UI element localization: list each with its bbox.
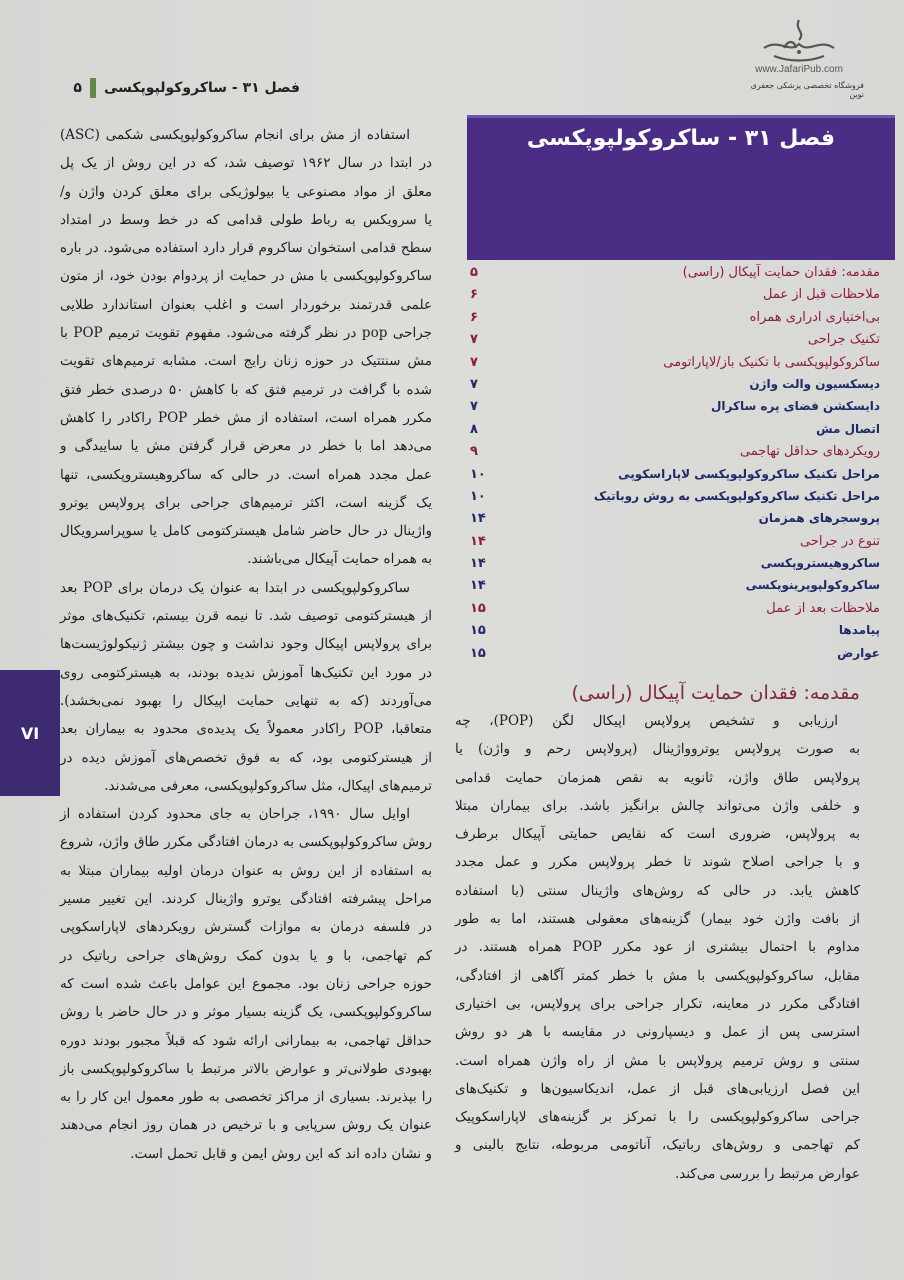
- text-line: جراحی ساکروکولپوپکسی را با تمرکز بر گزینه‌های لاپاراسکوپیک: [455, 1109, 860, 1126]
- toc-entry-label: تنوع در جراحی: [799, 533, 880, 549]
- toc-entry-page: ۵: [470, 265, 478, 280]
- text-line: علمی قدرتمند برخوردار است و اغلب بعنوان استاندارد طلایی: [60, 296, 432, 313]
- toc-entry: [470, 399, 880, 421]
- paragraph: [455, 707, 860, 1188]
- toc-entry: [470, 489, 880, 511]
- toc-entry: [470, 534, 880, 556]
- text-line: ترمیم‌های اپیکال، مثل ساکروکولپوپکسی، معرفی می‌شدند.: [104, 777, 432, 794]
- publisher-shop-name: فروشگاه تخصصی پزشکی جعفری نوین: [750, 81, 864, 99]
- chapter-title: فصل ۳۱ - ساکروکولپوپکسی: [526, 126, 835, 151]
- page-number: ۵: [73, 80, 82, 96]
- toc-entry-page: ۶: [470, 287, 478, 303]
- section-heading: مقدمه: فقدان حمایت آپیکال (راسی): [571, 682, 860, 704]
- toc-entry-label: تکنیک جراحی: [807, 332, 880, 348]
- toc-entry: [470, 332, 880, 354]
- text-line: از بافت واژن خود بیمار) گزینه‌های معقولی هستند، اما به طور: [455, 911, 860, 928]
- toc-entry: [470, 444, 880, 466]
- text-line: مکرر همراه است، استفاده از مش خطر POP راکادر را کاهش: [60, 409, 432, 426]
- toc-entry-page: ۱۵: [470, 623, 486, 639]
- text-line: به صورت پرولاپس یوترو‌واژینال (پرولاپس رحم و واژن) یا: [455, 741, 860, 758]
- text-line: عنوان یک روش سرپایی و با ترخیص در همان روز انجام می‌دهند: [60, 1117, 432, 1134]
- text-line: سطح قدامی استخوان ساکروم قرار دارد استفاده می‌شود. در باره: [60, 240, 432, 257]
- text-line: ساکروکولپوپکسی با مش در حمایت از پردوام بودن خود، از متون: [60, 268, 432, 285]
- toc-entry-page: ۱۵: [470, 645, 486, 661]
- toc-entry-label: بی‌اختیاری ادراری همراه: [749, 309, 880, 325]
- toc-entry-page: ۷: [470, 332, 478, 348]
- toc-entry-page: ۱۴: [470, 578, 486, 594]
- chapter-title-box: [467, 115, 895, 260]
- toc-entry-label: دیسکسیون والت واژن: [749, 376, 880, 391]
- toc-entry: [470, 287, 880, 309]
- text-line: را بپذیرند. بسیاری از مراکز تخصصی به طور معمول این کار را به: [60, 1089, 432, 1106]
- toc-entry-label: پیامدها: [838, 623, 880, 638]
- text-line: ساکروکولپوپکسی در ابتدا به عنوان یک درمان برای POP بعد: [60, 579, 410, 596]
- publisher-url: www.JafariPub.com: [755, 64, 843, 75]
- toc-entry-label: ساکروکولپوپرینوپکسی: [745, 578, 880, 593]
- toc-entry-page: ۷: [470, 399, 478, 415]
- toc-entry: [470, 511, 880, 533]
- text-line: پرولاپس طاق واژن، ثانویه به نقص همزمان حمایت قدامی: [455, 769, 860, 786]
- toc-entry: [470, 556, 880, 578]
- running-header: [60, 76, 300, 100]
- running-header-title: فصل ۳۱ - ساکروکولپوپکسی: [103, 80, 300, 96]
- text-line: از هیسترکتومی بود، که به فوق تخصص‌های آموزش دیده در: [60, 749, 432, 766]
- toc-entry-label: اتصال مش: [816, 421, 880, 436]
- text-line: استرسی پس از عمل و دیسپارونی در مقایسه با هر دو روش: [455, 1024, 860, 1041]
- text-line: مراحل پیشرفته افتادگی یوترو واژینال کردند. این تغییر مسیر: [60, 891, 432, 908]
- text-line: افتادگی مکرر در معاینه، تکرار جراحی برای پرولاپس، بی اختیاری: [455, 995, 860, 1012]
- table-of-contents: [470, 265, 880, 668]
- toc-entry-page: ۱۰: [470, 466, 486, 482]
- text-line: و با جراحی اصلاح شوند تا خطر پرولاپس مکرر و عمل مجدد: [455, 854, 861, 871]
- toc-entry-page: ۱۵: [470, 600, 486, 616]
- text-line: عمل مجدد همراه است. در حالی که ساکروهیستروپکسی، تنها: [60, 466, 432, 483]
- text-line: می‌آوردند (که به تنهایی حمایت اپیکال را بهبود نمی‌بخشد).: [60, 692, 432, 709]
- header-divider-bar: [90, 78, 96, 98]
- part-tab-label: VI: [20, 723, 40, 743]
- text-line: حداقل تهاجمی، به بیمارانی ارائه شود که قبلاً مجبور بودند دوره: [60, 1032, 432, 1049]
- text-line: واژینال در حال حاضر شامل هیسترکتومی کامل یا سوپراسرویکال: [60, 523, 432, 540]
- text-line: در فلسفه درمان به موازات گسترش رویکردهای لاپاراسکوپی: [60, 919, 432, 936]
- text-line: جراحی pop در نظر گرفته می‌شود. مفهوم تقویت ترمیم POP با: [60, 325, 432, 342]
- toc-entry-label: مراحل تکنیک ساکروکولپوپکسی لاپاراسکوپی: [618, 466, 880, 481]
- text-line: می‌دهد اما با خطر در معرض قرار گرفتن مش یا ساییدگی و: [60, 438, 432, 455]
- text-line: به استفاده از این روش به عنوان درمان اولیه بیماران مبتلا به: [60, 862, 432, 879]
- toc-entry: [470, 578, 880, 600]
- toc-entry: [470, 646, 880, 668]
- toc-entry-label: ساکروهیستروپکسی: [760, 556, 880, 571]
- toc-entry-page: ۱۴: [470, 556, 486, 572]
- toc-entry: [470, 422, 880, 444]
- toc-entry-label: ساکروکولپوپکسی با تکنیک باز/لاپاراتومی: [663, 354, 880, 370]
- toc-entry-page: ۱۴: [470, 533, 486, 549]
- toc-entry-label: رویکردهای حداقل تهاجمی: [739, 444, 880, 460]
- text-line: مداوم با احتمال بیشتری از عود مکرر POP همراه هستند. در: [455, 939, 860, 956]
- text-line: معلق از مواد مصنوعی یا بیولوژیکی برای معلق کردن واژن و/: [60, 183, 432, 200]
- text-line: و نشان داده اند که این روش ایمن و قابل تحمل است.: [130, 1145, 432, 1162]
- toc-entry-label: دایسکشن فضای پره ساکرال: [710, 399, 880, 414]
- toc-entry-page: ۶: [470, 309, 478, 325]
- text-line: در ابتدا در سال ۱۹۶۲ توصیف شد، که در این روش از یک پل: [60, 155, 432, 172]
- toc-entry-label: پروسجرهای همزمان: [758, 511, 880, 526]
- text-line: و خلفی واژن می‌تواند چالش برانگیز باشد. برای بیماران مبتلا: [455, 797, 860, 814]
- toc-entry: [470, 265, 880, 287]
- toc-entry: [470, 355, 880, 377]
- toc-entry: [470, 377, 880, 399]
- toc-entry: [470, 310, 880, 332]
- publisher-logo-icon: [754, 18, 844, 64]
- left-text-column: [60, 121, 432, 1168]
- toc-entry-page: ۱۴: [470, 511, 486, 527]
- toc-entry-label: مقدمه: فقدان حمایت آپیکال (راسی): [682, 265, 880, 280]
- text-line: یک گزینه است، اکثر ترمیم‌های جراحی برای پرولاپس یوترو: [60, 494, 432, 511]
- text-line: روش ساکروکولپوپکسی به درمان افتادگی مکرر طاق واژن، شروع: [60, 834, 432, 851]
- text-line: از هیسترکتومی توصیف شد. تا نیمه قرن بیستم، تکنیک‌های موثر: [60, 608, 432, 625]
- text-line: یا سرویکس به رباط طولی قدامی که در خط وسط در امتداد: [60, 211, 432, 228]
- toc-entry: [470, 623, 880, 645]
- text-line: ساکروکولپوپکسی، یک گزینه بسیار موثر و در حال حاضر با روش: [60, 1004, 432, 1021]
- text-line: متعاقبا، POP راکادر معمولاً یک پدیده‌ی محدود به بیماران بعد: [60, 721, 432, 738]
- toc-entry-label: ملاحظات قبل از عمل: [762, 287, 880, 303]
- text-line: به همراه حمایت آپیکال می‌باشند.: [247, 551, 432, 568]
- toc-entry-label: عوارض: [837, 645, 880, 660]
- toc-entry: [470, 467, 880, 489]
- text-line: شده با گرافت در ترمیم فتق که با کاهش ۵۰ درصدی خطر فتق: [60, 381, 432, 398]
- text-line: بهبودی طولانی‌تر و عوارض بالاتر مرتبط با ساکروکولپوپکسی باز: [60, 1060, 432, 1077]
- text-line: کم تهاجمی و روش‌های رباتیک، آناتومی مربوطه، نتایج بالینی و: [455, 1137, 860, 1154]
- text-line: سنتی و روش ترمیم پرولاپس با مش از راه واژن همراه است.: [455, 1052, 860, 1069]
- text-line: عوارض مرتبط را بررسی می‌کند.: [674, 1165, 860, 1182]
- paragraph: [60, 121, 432, 574]
- text-line: در مورد این تکنیک‌ها آموزش ندیده بودند، به هیسترکتومی روی: [60, 664, 432, 681]
- text-line: ارزیابی و تشخیص پرولاپس اپیکال لگن (POP)، چه: [455, 713, 838, 729]
- text-line: حوزه جراحی زنان بود. مجموع این عوامل باعث شده است که: [60, 975, 432, 992]
- right-text-column: [455, 707, 860, 1188]
- part-tab: [0, 670, 60, 796]
- publisher-logo: [734, 18, 864, 99]
- toc-entry-page: ۹: [470, 444, 478, 460]
- text-line: مش سنتتیک در حوزه زنان رایج است. مشابه ترمیم‌های تقویت: [60, 353, 432, 370]
- text-line: این فصل ارزیابی‌های قبل از عمل، اندیکاسیون‌ها و تکنیک‌های: [455, 1080, 860, 1097]
- toc-entry-page: ۷: [470, 376, 478, 392]
- toc-entry-label: ملاحظات بعد از عمل: [766, 600, 880, 616]
- toc-entry: [470, 601, 880, 623]
- paragraph: [60, 800, 432, 1168]
- text-line: اوایل سال ۱۹۹۰، جراحان به جای محدود کردن استفاده از: [60, 806, 410, 823]
- text-line: کم تهاجمی، با و یا بدون کمک روش‌های جراحی رباتیک در: [60, 947, 432, 964]
- text-line: کاهش یابد. در حالی که روش‌های واژینال سنتی (با استفاده: [455, 882, 860, 899]
- text-line: برای پرولاپس اپیکال وجود نداشت و چون بیشتر ژنیکولوژیست‌ها: [60, 636, 432, 653]
- text-line: استفاده از مش برای انجام ساکروکولپوپکسی شکمی (ASC): [60, 127, 410, 143]
- toc-entry-page: ۸: [470, 421, 478, 437]
- text-line: مقابل، ساکروکولپوپکسی با مش با خطر کمتر آگاهی از افتادگی،: [455, 967, 860, 984]
- toc-entry-page: ۱۰: [470, 488, 486, 504]
- toc-entry-page: ۷: [470, 354, 478, 370]
- text-line: به پرولاپس، ضروری است که نقایص حمایتی آپیکال برطرف: [455, 826, 860, 843]
- toc-entry-label: مراحل تکنیک ساکروکولپوپکسی به روش روباتیک: [593, 488, 880, 503]
- paragraph: [60, 574, 432, 800]
